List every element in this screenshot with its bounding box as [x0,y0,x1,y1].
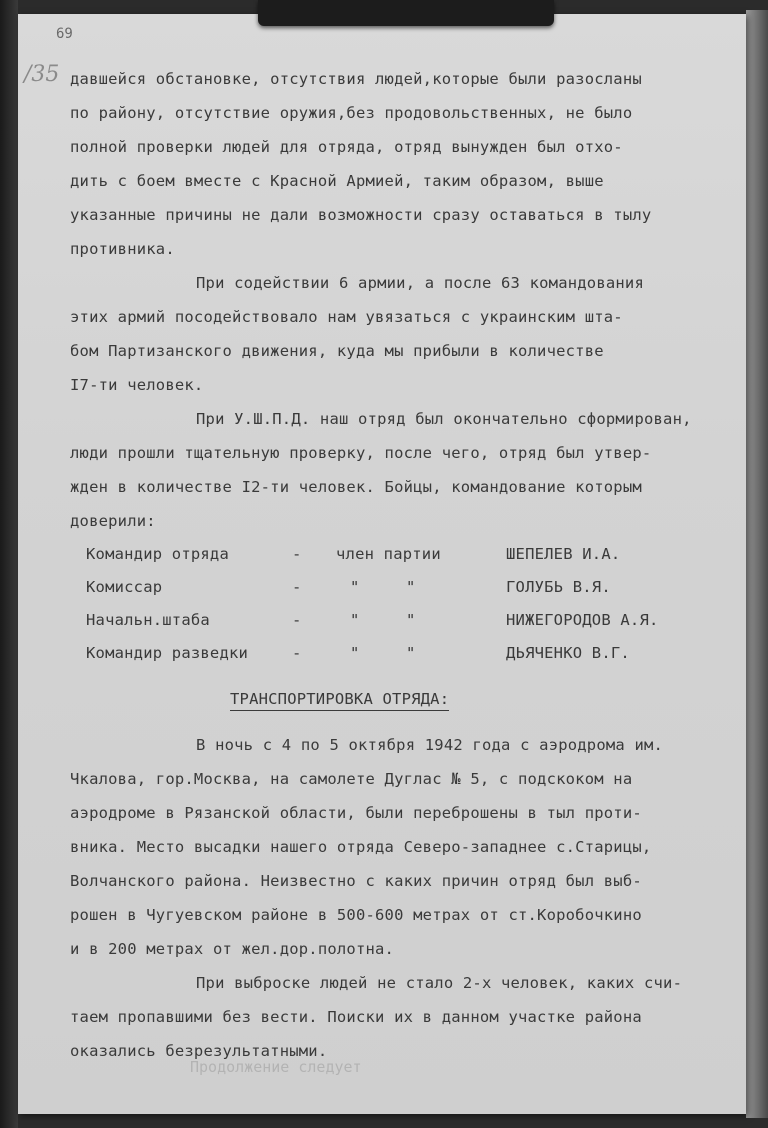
roster-name: НИЖЕГОРОДОВ А.Я. [506,611,659,629]
roster-dash: - [292,578,302,596]
text-line: При содействии 6 армии, а после 63 командования [196,274,644,292]
roster-ditto: " [350,644,360,662]
text-line: давшейся обстановке, отсутствия людей,которые были разосланы [70,70,642,88]
text-line: В ночь с 4 по 5 октября 1942 года с аэродрома им. [196,736,664,754]
text-line: аэродроме в Рязанской области, были переброшены в тыл проти- [70,804,642,822]
paragraph-3 [70,402,730,538]
page-number: 69 [56,26,73,42]
binding-left-edge [0,0,18,1128]
text-line: Волчанского района. Неизвестно с каких причин отряд был выб- [70,872,642,890]
roster-ditto: " [406,578,416,596]
text-line: этих армий посодействовало нам увязаться с украинским шта- [70,308,623,326]
paragraph-1 [70,62,730,266]
margin-handwritten-mark: /35 [24,62,60,87]
roster-name: ШЕПЕЛЕВ И.А. [506,545,621,563]
text-line: I7-ти человек. [70,376,204,394]
text-line: жден в количестве I2-ти человек. Бойцы, командование которым [70,478,642,496]
section-heading [70,670,730,728]
roster-ditto: " [406,644,416,662]
text-line: дить с боем вместе с Красной Армией, таким образом, выше [70,172,604,190]
roster-role: Командир отряда [86,545,229,563]
text-line: доверили: [70,512,156,530]
command-roster [70,538,730,670]
roster-dash: - [292,545,302,563]
page-stack-edge [746,10,768,1118]
text-line: При У.Ш.П.Д. наш отряд был окончательно сформирован, [196,410,692,428]
text-line: люди прошли тщательную проверку, после чего, отряд был утвер- [70,444,652,462]
document-body [70,62,730,1068]
roster-ditto: " [350,578,360,596]
roster-role: Начальн.штаба [86,611,210,629]
text-line: При выброске людей не стало 2-х человек, каких счи- [196,974,683,992]
text-line: рошен в Чугуевском районе в 500-600 метрах от ст.Коробочкино [70,906,642,924]
roster-ditto: " [350,611,360,629]
paragraph-4 [70,728,730,966]
roster-role: Комиссар [86,578,163,596]
text-line: Чкалова, гор.Москва, на самолете Дуглас № 5, с подскоком на [70,770,633,788]
binder-clip [258,0,554,26]
roster-row [70,538,730,571]
text-line: по району, отсутствие оружия,без продовольственных, не было [70,104,633,122]
text-line: вника. Место высадки нашего отряда Северо-западнее с.Старицы, [70,838,652,856]
text-line: таем пропавшими без вести. Поиски их в данном участке района [70,1008,642,1026]
roster-party: член партии [336,545,441,563]
text-line: и в 200 метрах от жел.дор.полотна. [70,940,395,958]
paragraph-5 [70,966,730,1068]
roster-role: Командир разведки [86,644,249,662]
faint-bleed-through-text: Продолжение следует [190,1058,362,1076]
roster-row [70,604,730,637]
text-line: бом Партизанского движения, куда мы прибыли в количестве [70,342,604,360]
paragraph-2 [70,266,730,402]
roster-ditto: " [406,611,416,629]
roster-dash: - [292,644,302,662]
text-line: оказались безрезультатными. [70,1042,328,1060]
roster-dash: - [292,611,302,629]
text-line: полной проверки людей для отряда, отряд вынужден был отхо- [70,138,623,156]
roster-name: ДЬЯЧЕНКО В.Г. [506,644,630,662]
text-line: противника. [70,240,175,258]
roster-name: ГОЛУБЬ В.Я. [506,578,611,596]
roster-row [70,637,730,670]
section-heading-text: ТРАНСПОРТИРОВКА ОТРЯДА: [230,690,449,711]
text-line: указанные причины не дали возможности сразу оставаться в тылу [70,206,652,224]
roster-row [70,571,730,604]
